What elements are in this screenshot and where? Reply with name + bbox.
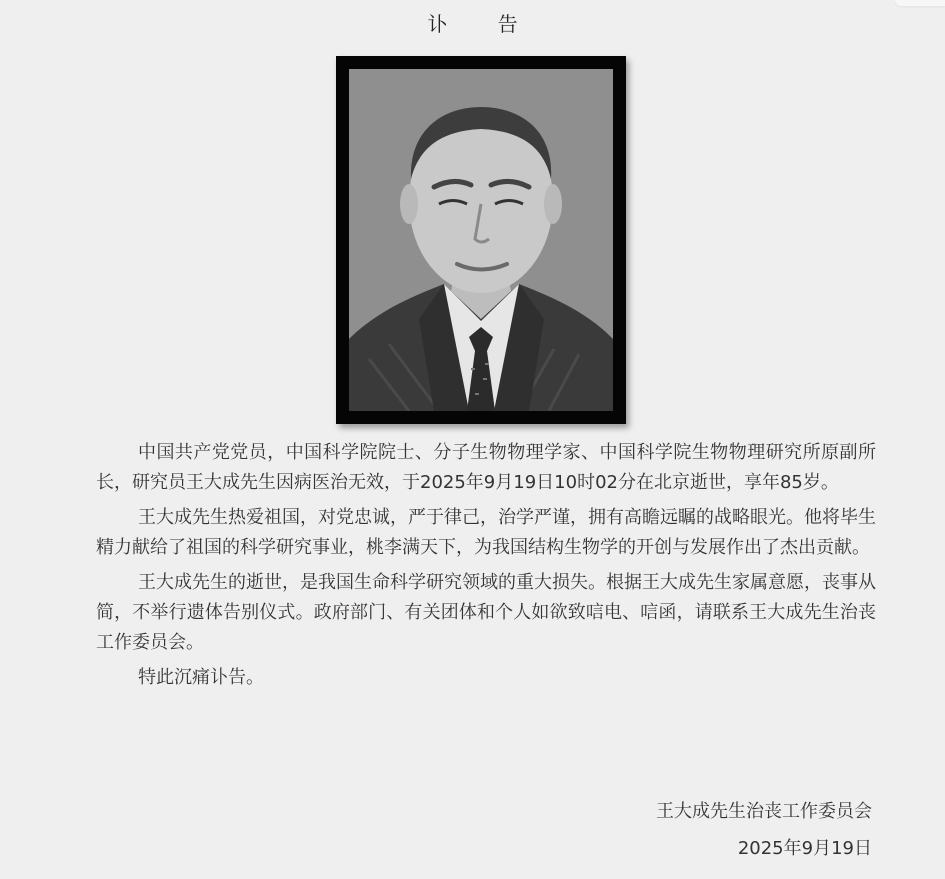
page-title: 讣 告 [427, 12, 540, 36]
portrait-photo-icon [349, 69, 613, 411]
portrait-frame [336, 56, 626, 424]
paragraph-closing: 特此沉痛讣告。 [138, 667, 264, 688]
paragraph-announcement: 中国共产党党员，中国科学院院士、分子生物物理学家、中国科学院生物物理研究所原副所长，研究员王大成先生因病医治无效，于2025年9月19日10时02分在北京逝世，享年85岁。 [96, 442, 876, 493]
signature-date: 2025年9月19日 [737, 838, 872, 859]
signature-organization: 王大成先生治丧工作委员会 [656, 801, 872, 822]
paragraph-arrangements: 王大成先生的逝世，是我国生命科学研究领域的重大损失。根据王大成先生家属意愿，丧事从简，不举行遗体告别仪式。政府部门、有关团体和个人如欲致唁电、唁函，请联系王大成先生治丧工作委员会。 [96, 572, 876, 653]
paragraph-tribute: 王大成先生热爱祖国，对党忠诚，严于律己，治学严谨，拥有高瞻远瞩的战略眼光。他将毕生精力献给了祖国的科学研究事业，桃李满天下，为我国结构生物学的开创与发展作出了杰出贡献。 [96, 507, 876, 558]
obituary-body [96, 438, 876, 698]
top-right-tab[interactable] [895, 0, 945, 6]
